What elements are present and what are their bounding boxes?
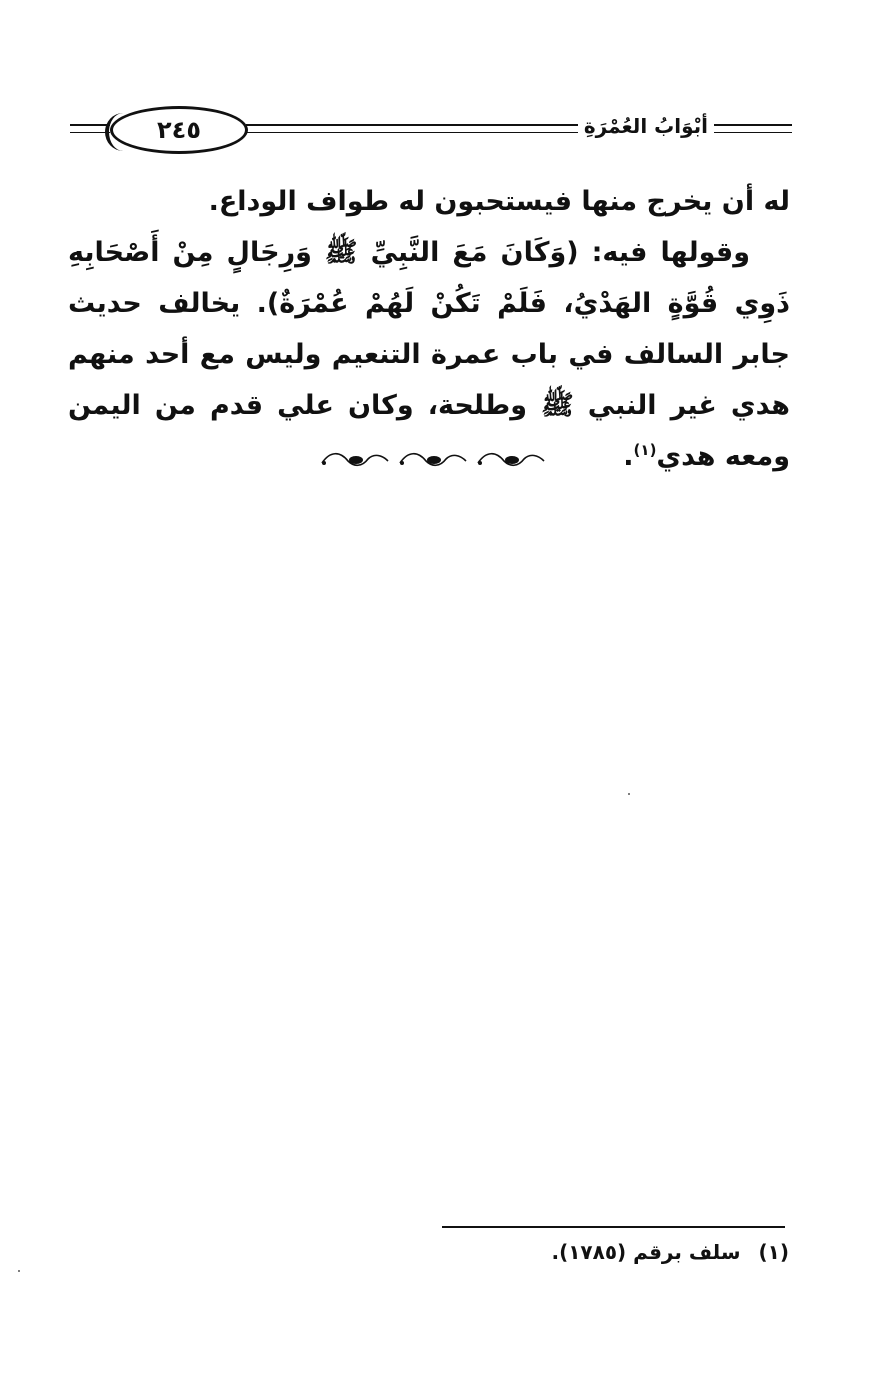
scan-speck [18, 1270, 20, 1272]
footnote-number: (١) [758, 1240, 789, 1264]
paragraph-2-end: . [623, 441, 634, 472]
footnote-reference: (١) [633, 441, 657, 459]
footnote [551, 1240, 789, 1264]
page-number-badge [110, 106, 248, 154]
section-divider-ornament [318, 447, 548, 473]
page-header [70, 100, 792, 160]
main-text [68, 176, 790, 482]
page-number: ٢٤٥ [157, 116, 201, 144]
scan-speck [628, 793, 630, 795]
running-title: أبْوَابُ العُمْرَةِ [578, 114, 714, 138]
footnote-separator [442, 1226, 785, 1228]
paragraph-2-text: وقولها فيه: (وَكَانَ مَعَ النَّبِيِّ ﷺ وَرِجَالٍ مِنْ أَصْحَابِهِ ذَوِي قُوَّةٍ الهَدْيُ، فَلَمْ تَكُنْ لَهُمْ عُمْرَةٌ). يخالف حديث جابر السالف في باب عمرة التنعيم وليس مع أحد منهم هدي غير النبي ﷺ وطلحة، وكان علي قدم من اليمن ومعه هدي [68, 237, 790, 472]
footnote-text: سلف برقم (١٧٨٥). [551, 1240, 741, 1264]
header-rule-left-top [70, 124, 110, 126]
header-rule-left-bottom [70, 132, 110, 133]
paragraph-2 [68, 227, 790, 482]
paragraph-1: له أن يخرج منها فيستحبون له طواف الوداع. [208, 186, 790, 217]
